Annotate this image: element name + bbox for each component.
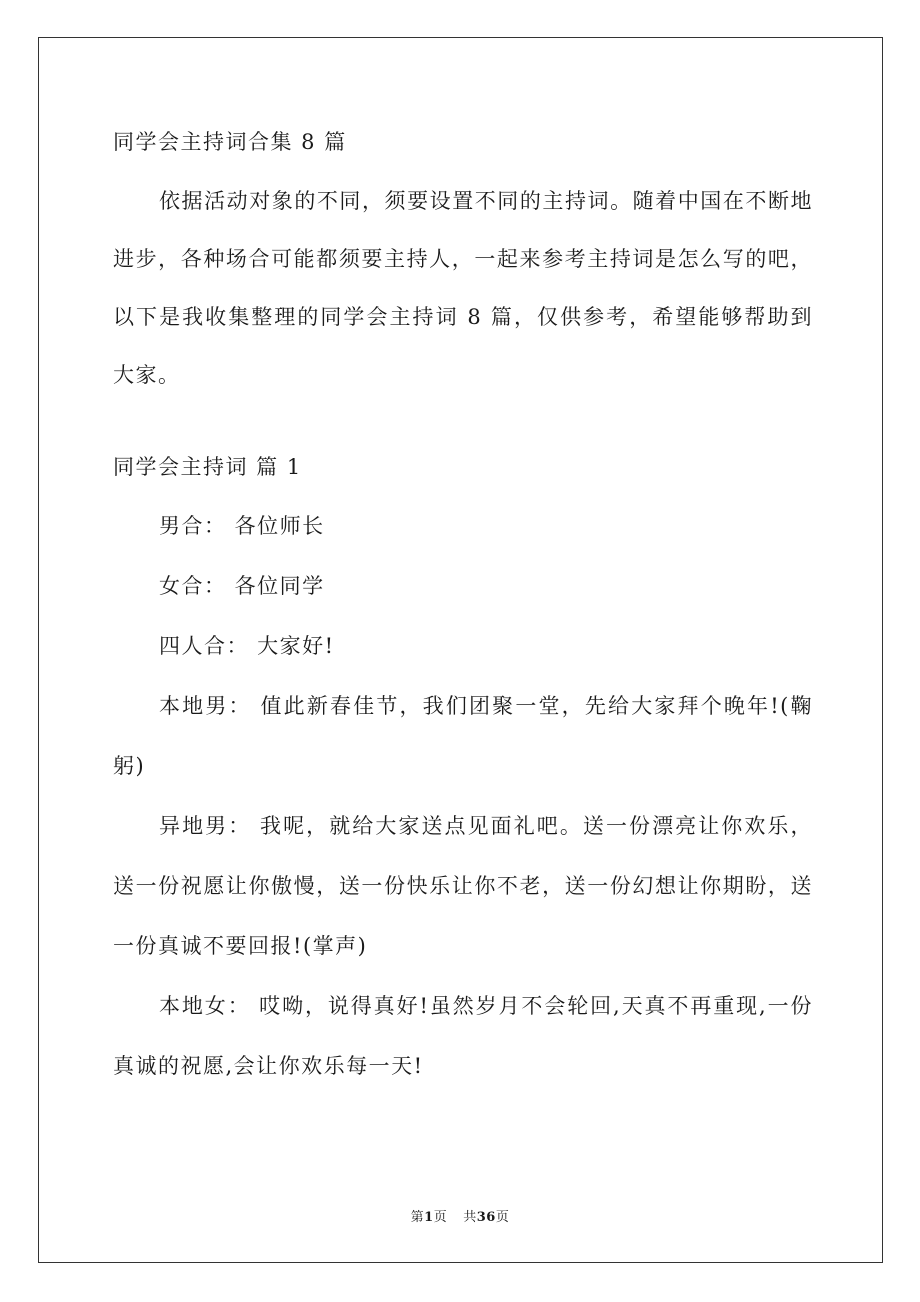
dialogue-line: 四人合： 大家好!: [159, 634, 335, 658]
total-prefix: 共: [463, 1210, 477, 1225]
section-heading: 同学会主持词 篇 1: [113, 455, 302, 479]
intro-paragraph: 依据活动对象的不同，须要设置不同的主持词。随着中国在不断地进步，各种场合可能都须要主持人，一起来参考主持词是怎么写的吧，以下是我收集整理的同学会主持词 8 篇，仅供参考，希望能够帮助到大家。: [113, 189, 813, 387]
page-footer: [0, 1206, 920, 1225]
dialogue-line: 本地女： 哎呦，说得真好!虽然岁月不会轮回,天真不再重现,一份真诚的祝愿,会让你欢乐每一天!: [113, 994, 813, 1078]
document-title: 同学会主持词合集 8 篇: [113, 130, 347, 154]
dialogue-line: 异地男： 我呢，就给大家送点见面礼吧。送一份漂亮让你欢乐，送一份祝愿让你傲慢，送一份快乐让你不老，送一份幻想让你期盼，送一份真诚不要回报!(掌声): [113, 814, 813, 958]
document-body: [113, 116, 813, 1096]
page-prefix: 第: [410, 1210, 425, 1225]
total-page-count: 36: [476, 1210, 496, 1225]
dialogue-line: 本地男： 值此新春佳节，我们团聚一堂，先给大家拜个晚年!(鞠躬): [113, 694, 813, 778]
current-page-number: 1: [424, 1210, 434, 1225]
dialogue-line: 男合： 各位师长: [159, 514, 325, 538]
total-unit: 页: [495, 1210, 510, 1225]
dialogue-line: 女合： 各位同学: [159, 574, 325, 598]
page-unit: 页: [433, 1210, 448, 1225]
